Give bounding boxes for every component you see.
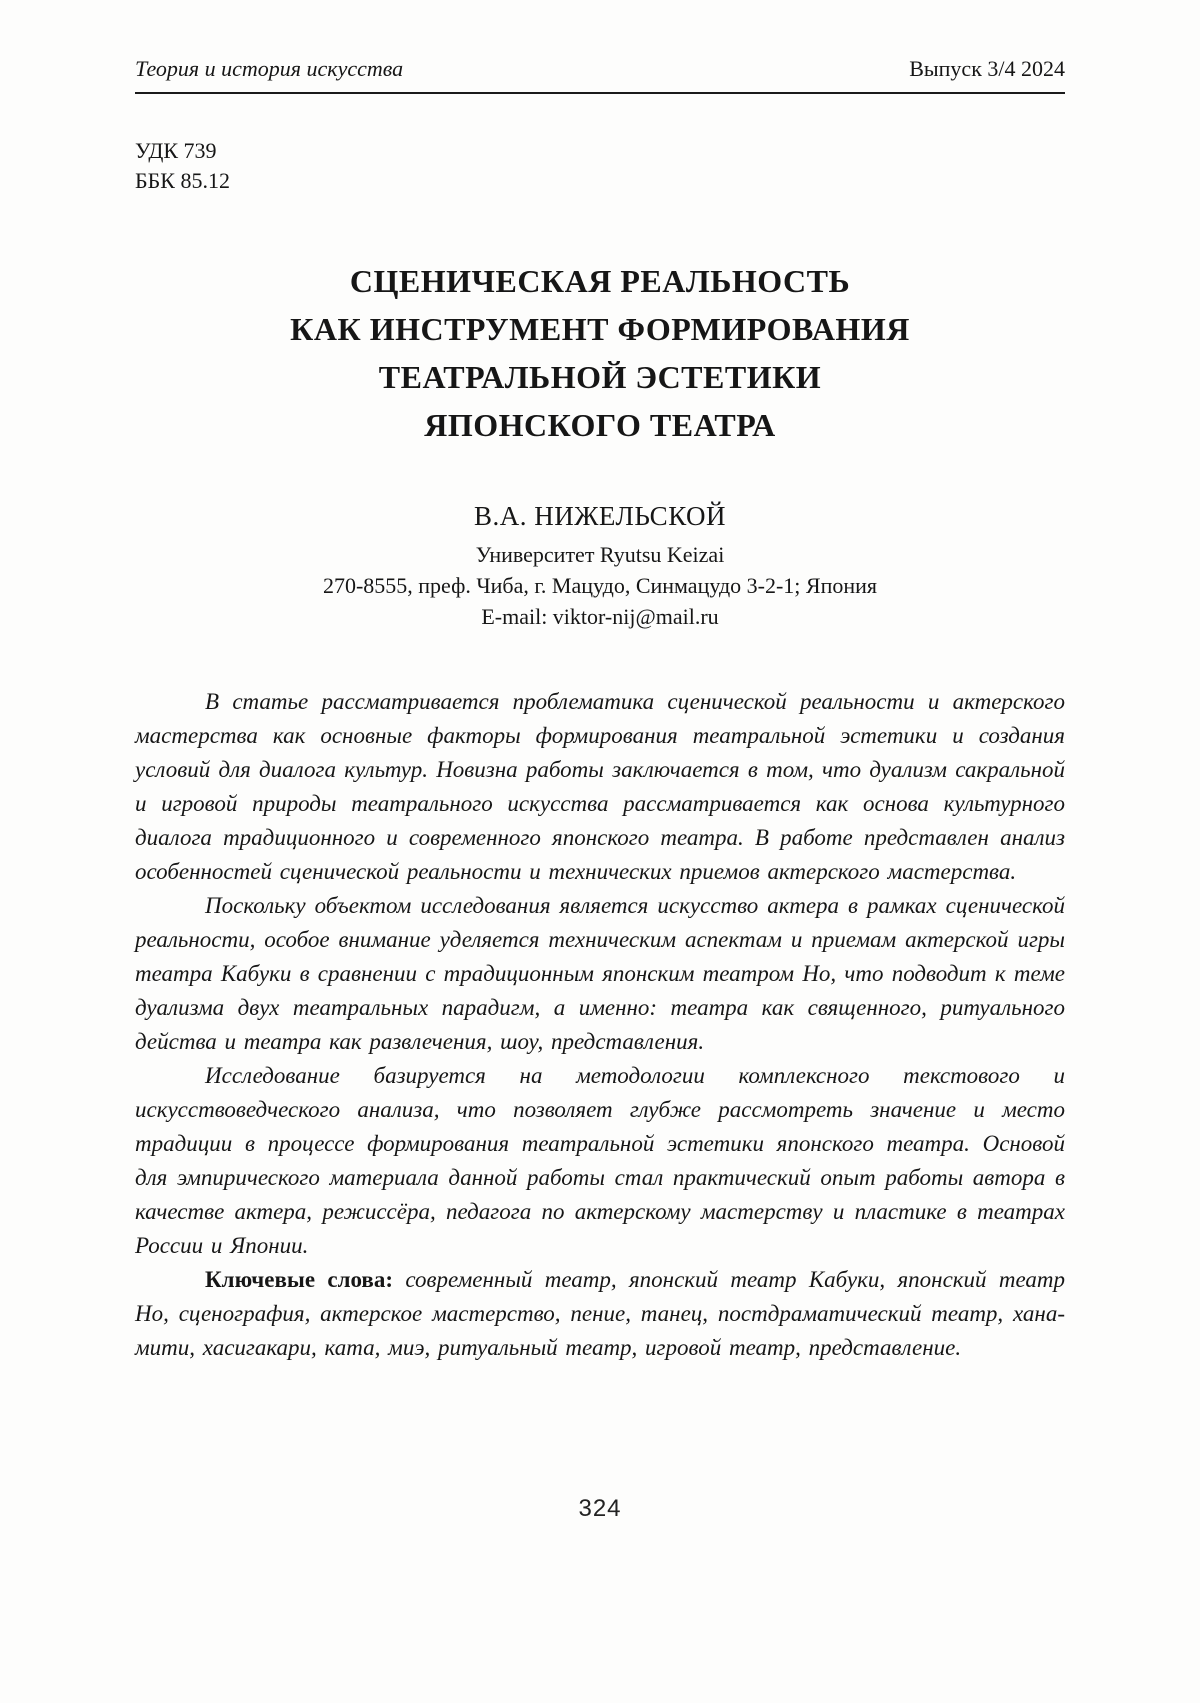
keywords-paragraph: [135, 1263, 1065, 1365]
affiliation-block: [135, 540, 1065, 632]
article-title-line: КАК ИНСТРУМЕНТ ФОРМИРОВАНИЯ: [290, 311, 910, 348]
running-head-journal-title: Теория и история искусства: [135, 56, 404, 81]
affiliation-university: Университет Ryutsu Keizai: [475, 542, 725, 568]
classification-block: [135, 136, 1065, 195]
abstract-paragraph-2: Поскольку объектом исследования является искусство актера в рамках сценической реальности, особое внимание уделяется техническим аспектам и приемам актерской игры театра Кабуки в сравнении с традиционным японским театром Но, что подводит к теме дуализма двух театральных парадигм, а именно: театра как священного, ритуального действа и театра как развлечения, шоу, представления.: [135, 892, 1065, 1054]
abstract-paragraph-1: В статье рассматривается проблематика сценической реальности и актерского мастерства как основные факторы формирования театральной эстетики и создания условий для диалога культур. Новизна работы заключается в том, что дуализм сакральной и игровой природы театрального искусства рассматривается как основа культурного диалога традиционного и современного японского театра. В работе представлен анализ особенностей сценической реальности и технических приемов актерского мастерства.: [135, 688, 1065, 884]
running-head-issue: Выпуск 3/4 2024: [909, 56, 1065, 81]
article-title-line: СЦЕНИЧЕСКАЯ РЕАЛЬНОСТЬ: [349, 263, 851, 300]
abstract-paragraph-3: Исследование базируется на методологии комплексного текстового и искусствоведческого анализа, что позволяет глубже рассмотреть значение и место традиции в процессе формирования театральной эстетики японского театра. Основой для эмпирического материала данной работы стал практический опыт работы автора в качестве актера, режиссёра, педагога по актерскому мастерству и пластике в театрах России и Японии.: [135, 1062, 1065, 1258]
article-title-line: ТЕАТРАЛЬНОЙ ЭСТЕТИКИ: [378, 359, 822, 396]
affiliation-email: E-mail: viktor-nij@mail.ru: [481, 603, 719, 629]
keywords-label: Ключевые слова:: [205, 1266, 394, 1292]
page-number: 324: [578, 1495, 622, 1522]
article-title: [135, 257, 1065, 449]
abstract-block: [135, 685, 1065, 1365]
article-title-line: ЯПОНСКОГО ТЕАТРА: [424, 407, 776, 444]
running-head: [135, 56, 1065, 94]
keywords-text: современный театр, японский театр Кабуки, японский театр Но, сценография, актерское мастерство, пение, танец, постдраматический театр, хана-мити, хасигакари, ката, миэ, ритуальный театр, игровой театр, представление.: [135, 1266, 1066, 1360]
udk-code: УДК 739: [135, 138, 217, 163]
author-name: В.А. НИЖЕЛЬСКОЙ: [473, 501, 727, 532]
affiliation-address: 270-8555, преф. Чиба, г. Мацудо, Синмацудо 3-2-1; Япония: [322, 573, 878, 599]
bbk-code: ББК 85.12: [135, 167, 230, 193]
